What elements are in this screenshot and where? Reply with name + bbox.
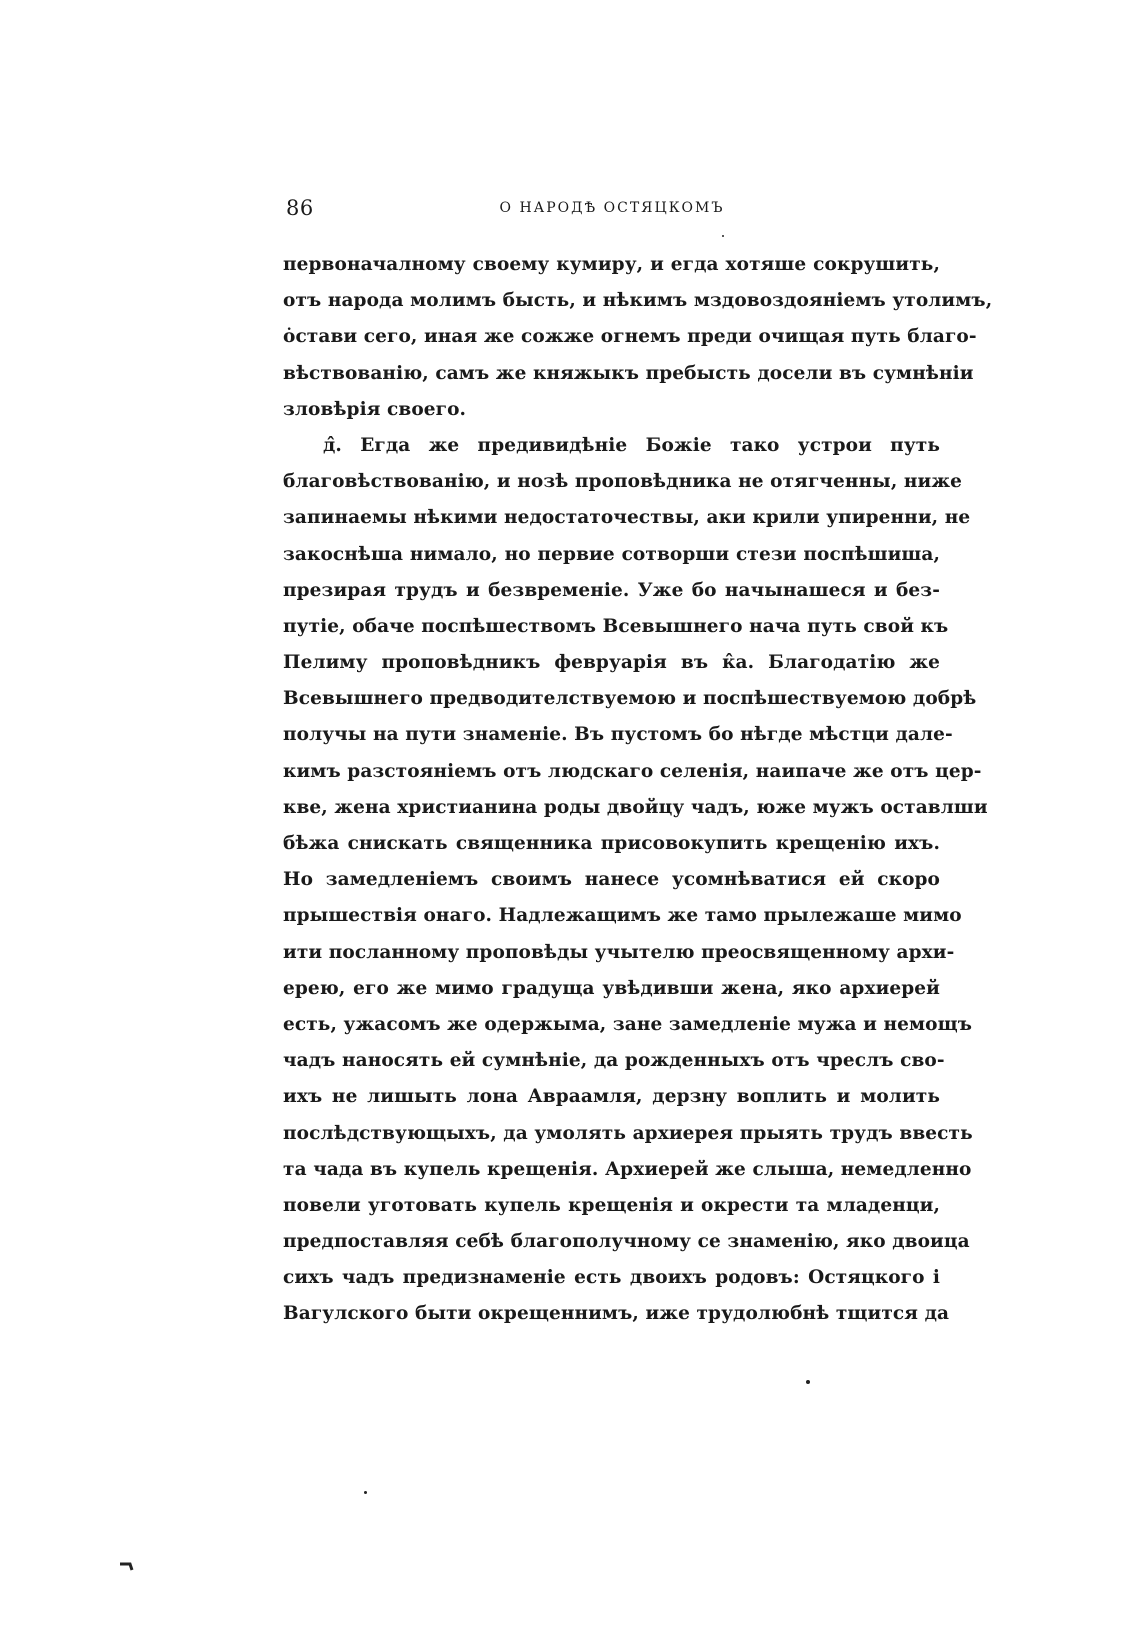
text-line: ерею, его же мимо градуща увѣдивши жена, яко архиерей bbox=[283, 977, 940, 999]
text-line: послѣдствующыхъ, да умолять архиерея прыять трудъ ввесть bbox=[283, 1122, 973, 1144]
text-line: Но замедленiемъ своимъ нанесе усомнѣватися ей скоро bbox=[283, 869, 940, 891]
text-line: получы на пути знаменiе. Въ пустомъ бо нѣгде мѣстци дале- bbox=[283, 724, 953, 746]
text-line: ȯстави сего, иная же сожже огнемъ преди очищая путь благо- bbox=[283, 326, 977, 348]
text-line: закоснѣша нималo, но первие сотворши стези поспѣшиша, bbox=[283, 543, 940, 565]
text-line: зловѣрiя своего. bbox=[283, 398, 467, 420]
text-line: бѣжа снискать священника присовокупить крещенiю ихъ. bbox=[283, 833, 940, 854]
running-head bbox=[286, 196, 938, 226]
text-line: благовѣствованiю, и нозѣ проповѣдника не отягченны, ниже bbox=[283, 471, 963, 493]
text-line: та чада въ купель крещенiя. Архиерей же слыша, немедленно bbox=[283, 1158, 972, 1180]
scan-mark bbox=[118, 1560, 138, 1574]
text-line: запинаемы нѣкими недостаточествы, аки крили упиренни, не bbox=[283, 507, 971, 529]
page-number: 86 bbox=[286, 196, 314, 220]
text-line: повели уготовать купель крещенiя и окрести та младенци, bbox=[283, 1194, 940, 1216]
text-line: прышествiя онаго. Надлежащимъ же тамо прылежаше мимо bbox=[283, 905, 962, 927]
text-line: чадъ наносять ей сумнѣнiе, да рожденныхъ отъ чреслъ сво- bbox=[283, 1050, 945, 1072]
text-line: ихъ не лишыть лона Авраамля, дерзну воплить и молить bbox=[283, 1086, 940, 1108]
text-line: путiе, обаче поспѣшествомъ Всевышнего нача путь свой къ bbox=[283, 615, 949, 637]
paragraph-start-line: д̂. Егда же предивидѣнiе Божiе тако устрои путь bbox=[323, 434, 940, 456]
scan-speck bbox=[364, 1491, 367, 1494]
text-line: сихъ чадъ предизнаменiе есть двоихъ родовъ: Остяцкого i bbox=[283, 1267, 940, 1289]
text-line: ити посланному проповѣды учытелю преосвященному архи- bbox=[283, 941, 955, 963]
body-text bbox=[283, 247, 993, 1333]
text-line: Пелиму проповѣдникъ февруарiя въ к̂а. Благодатiю же bbox=[283, 652, 940, 674]
text-line: кве, жена христианина роды двойцу чадъ, юже мужъ оставлши bbox=[283, 796, 988, 818]
text-line: презирая трудъ и безвременiе. Уже бо начынашеся и без- bbox=[283, 579, 940, 601]
text-line: вѣствованiю, самъ же княжыкъ пребысть досели въ сумнѣнiи bbox=[283, 362, 974, 384]
text-line: предпоставляя себѣ благополучному се знаменiю, яко двоица bbox=[283, 1231, 970, 1253]
running-title: О НАРОДѢ ОСТЯЦКОМЪ bbox=[499, 200, 725, 216]
scan-speck bbox=[722, 235, 724, 237]
text-line: Всевышнего предводителствуемою и поспѣшествуемою добрѣ bbox=[283, 688, 977, 710]
text-line: Вагулского быти окрещеннимъ, иже трудолюбнѣ тщится да bbox=[283, 1303, 950, 1325]
text-line: кимъ разстоянiемъ отъ людскаго селенiя, наипаче же отъ цер- bbox=[283, 760, 982, 782]
text-line: первоначалному своему кумиру, и егда хотяше сокрушить, bbox=[283, 254, 940, 275]
text-line: отъ народа молимъ бысть, и нѣкимъ мздовоздоянiемъ утолимъ, bbox=[283, 290, 993, 312]
text-line: есть, ужасомъ же одержыма, зане замедленiе мужа и немощъ bbox=[283, 1013, 972, 1035]
scan-speck bbox=[806, 1380, 810, 1384]
